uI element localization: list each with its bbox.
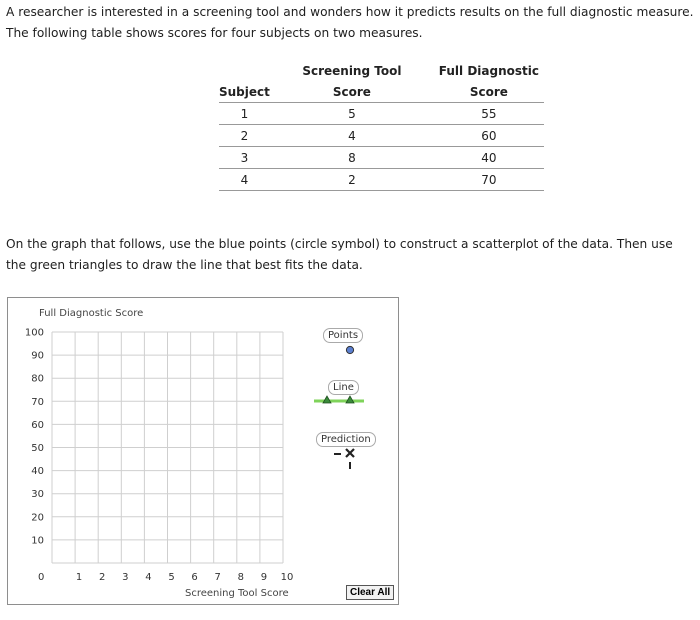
table-cell: 8 [270,147,434,169]
y-tick-label: 90 [31,350,44,362]
instruction-paragraph: On the graph that follows, use the blue points (circle symbol) to construct a scatterplot of the data. Then use the green triangles to draw the line that best fits the data. [6,237,673,272]
clear-all-button[interactable]: Clear All [346,585,394,600]
table-row [219,169,544,191]
table-cell: 70 [434,169,544,191]
line-tool-button[interactable]: Line [328,380,359,395]
intro-paragraph: A researcher is interested in a screening tool and wonders how it predicts results on the full diagnostic measure. The following table shows scores for four subjects on two measures. [6,5,694,40]
table-cell: 1 [219,103,270,125]
x-tick-label: 3 [122,572,129,583]
table-cell: 40 [434,147,544,169]
blue-point-icon[interactable] [346,346,353,353]
y-tick-label: 60 [31,419,44,431]
x-axis-title: Screening Tool Score [185,588,289,599]
y-tick-labels [25,328,44,547]
x-tick-label: 7 [214,572,221,583]
prediction-cross-icon[interactable] [334,449,354,469]
x-tick-label: 6 [191,572,198,583]
table-header-blank [219,60,270,81]
scores-table [219,60,544,191]
prediction-tool-button[interactable]: Prediction [316,432,376,447]
scatterplot-canvas[interactable] [8,298,398,604]
table-cell: 3 [219,147,270,169]
table-header-score-1: Score [270,81,434,103]
y-axis-title: Full Diagnostic Score [39,308,144,319]
table-cell: 2 [219,125,270,147]
table-cell: 2 [270,169,434,191]
table-cell: 4 [219,169,270,191]
origin-label: 0 [38,572,45,583]
y-tick-label: 20 [31,512,44,524]
y-tick-label: 10 [31,535,44,547]
x-tick-label: 8 [237,572,244,583]
y-tick-label: 100 [24,327,44,339]
table-header-subject: Subject [219,81,270,103]
y-tick-label: 80 [31,373,44,385]
points-tool-button[interactable]: Points [323,328,363,343]
table-cell: 5 [270,103,434,125]
y-tick-label: 50 [31,443,44,454]
x-tick-label: 4 [145,572,152,583]
table-cell: 55 [434,103,544,125]
table-row [219,147,544,169]
table-row [219,103,544,125]
x-tick-label: 10 [280,572,294,583]
plot-grid [52,332,283,563]
y-tick-label: 40 [31,466,44,478]
table-cell: 60 [434,125,544,147]
graph-panel [7,297,399,605]
y-tick-label: 70 [31,396,44,408]
table-header-full-diagnostic: Full Diagnostic [438,63,539,78]
table-header-score-2: Score [434,81,544,103]
x-tick-label: 9 [260,572,268,583]
y-tick-label: 30 [31,489,44,501]
x-tick-label: 5 [168,572,175,583]
x-tick-labels [76,572,293,583]
x-tick-label: 1 [75,572,83,583]
table-header-screening-tool: Screening Tool [302,63,402,78]
x-tick-label: 2 [99,572,106,583]
table-row [219,125,544,147]
table-cell: 4 [270,125,434,147]
